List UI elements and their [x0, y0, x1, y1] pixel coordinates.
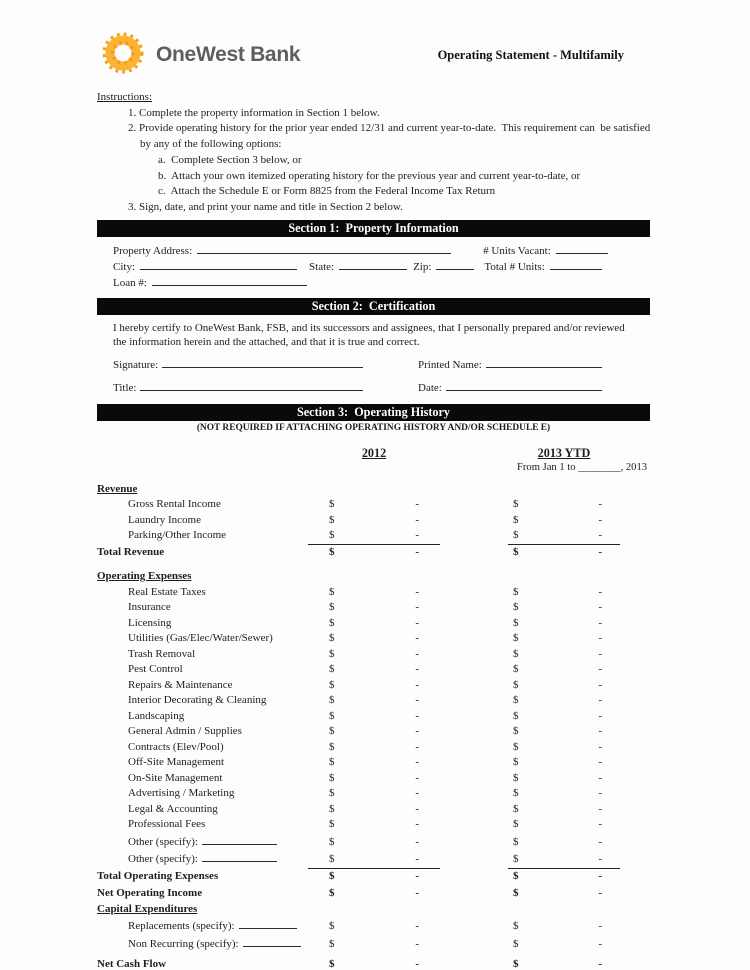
row-label: Total Operating Expenses: [97, 869, 219, 882]
dollar-sign: $: [513, 740, 519, 753]
instruction-item: 3. Sign, date, and print your name and title in Section 2 below.: [128, 200, 403, 213]
amount-value: -: [598, 529, 602, 542]
dollar-sign: $: [513, 725, 519, 738]
amount-value: -: [598, 771, 602, 784]
year-column-headers: [97, 446, 650, 461]
amount-value: -: [415, 853, 419, 866]
amount-value: -: [415, 529, 419, 542]
dollar-sign: $: [329, 616, 335, 629]
instructions-label: Instructions:: [97, 91, 152, 103]
row-label: Gross Rental Income: [128, 498, 221, 511]
column-header-2012: 2012: [361, 445, 387, 460]
amount-cell-2012: [308, 937, 440, 953]
dollar-sign: $: [513, 585, 519, 598]
instruction-item: 1. Complete the property information in Section 1 below.: [128, 106, 380, 119]
loan-number-label: Loan #:: [113, 277, 147, 290]
brand-name: OneWest Bank: [156, 43, 301, 66]
amount-value: -: [415, 869, 419, 882]
table-row: [97, 616, 650, 632]
dollar-sign: $: [329, 787, 335, 800]
table-row: [97, 724, 650, 740]
amount-value: -: [598, 694, 602, 707]
amount-cell-ytd: [508, 724, 620, 740]
amount-value: -: [415, 835, 419, 848]
dollar-sign: $: [329, 663, 335, 676]
amount-cell-ytd: [508, 817, 620, 833]
amount-value: -: [598, 756, 602, 769]
amount-value: -: [415, 740, 419, 753]
amount-value: -: [415, 513, 419, 526]
amount-cell-2012: [308, 802, 440, 818]
dollar-sign: $: [329, 740, 335, 753]
amount-value: -: [598, 869, 602, 882]
amount-value: -: [415, 601, 419, 614]
amount-cell-2012: [308, 835, 440, 851]
group-heading-row: [97, 482, 650, 498]
amount-value: -: [598, 709, 602, 722]
row-label: Landscaping: [128, 709, 185, 722]
state-field[interactable]: [339, 258, 407, 270]
amount-cell-2012: [308, 678, 440, 694]
zip-field[interactable]: [436, 258, 474, 270]
table-row: [97, 869, 650, 885]
dollar-sign: $: [329, 802, 335, 815]
dollar-sign: $: [329, 601, 335, 614]
dollar-sign: $: [513, 616, 519, 629]
signature-label: Signature:: [113, 358, 159, 371]
row-label: Licensing: [128, 616, 172, 629]
onewest-sunburst-logo-icon: [97, 28, 149, 83]
title-date-row: [97, 379, 650, 396]
table-row: [97, 585, 650, 601]
amount-value: -: [598, 887, 602, 900]
row-label: Trash Removal: [128, 647, 196, 660]
table-row: [97, 817, 650, 833]
amount-value: -: [415, 802, 419, 815]
amount-value: -: [415, 818, 419, 831]
amount-value: -: [598, 802, 602, 815]
title-label: Title:: [113, 381, 137, 394]
zip-label: Zip:: [413, 260, 432, 273]
amount-value: -: [415, 632, 419, 645]
units-vacant-field[interactable]: [556, 242, 608, 254]
instructions-block: [97, 90, 650, 216]
city-state-zip-row: [113, 258, 650, 274]
total-units-field[interactable]: [550, 258, 602, 270]
amount-cell-ytd: [508, 631, 620, 647]
row-label: Advertising / Marketing: [128, 787, 235, 800]
table-row: [97, 917, 650, 935]
dollar-sign: $: [329, 647, 335, 660]
amount-value: -: [415, 709, 419, 722]
signature-field[interactable]: [162, 356, 363, 368]
table-row: [97, 497, 650, 513]
row-label: On-Site Management: [128, 771, 223, 784]
dollar-sign: $: [329, 958, 335, 970]
amount-value: -: [415, 920, 419, 933]
instruction-item: b. Attach your own itemized operating history for the previous year and current year-to-date, or: [158, 169, 581, 182]
table-row: [97, 802, 650, 818]
table-row: [97, 850, 650, 869]
amount-cell-2012: [308, 886, 440, 902]
amount-value: -: [598, 958, 602, 970]
amount-cell-2012: [308, 600, 440, 616]
dollar-sign: $: [329, 771, 335, 784]
table-row: [97, 709, 650, 725]
amount-value: -: [598, 740, 602, 753]
dollar-sign: $: [513, 958, 519, 970]
amount-value: -: [598, 835, 602, 848]
row-label: Operating Expenses: [97, 570, 192, 583]
row-label: Other (specify):: [128, 835, 198, 848]
amount-cell-2012: [308, 817, 440, 833]
operating-history-table: [97, 482, 650, 970]
dollar-sign: $: [329, 678, 335, 691]
printed-name-label: Printed Name:: [418, 358, 482, 371]
table-row: [97, 662, 650, 678]
amount-value: -: [415, 647, 419, 660]
dollar-sign: $: [513, 818, 519, 831]
row-label: Real Estate Taxes: [128, 585, 206, 598]
dollar-sign: $: [513, 853, 519, 866]
amount-value: -: [598, 853, 602, 866]
dollar-sign: $: [329, 709, 335, 722]
total-units-label: Total # Units:: [484, 260, 545, 273]
row-label: Off-Site Management: [128, 756, 225, 769]
specify-fill-in-blank[interactable]: [202, 850, 277, 862]
city-field[interactable]: [140, 258, 297, 270]
form-header: [97, 30, 650, 80]
amount-value: -: [415, 887, 419, 900]
amount-cell-ytd: [508, 709, 620, 725]
amount-cell-ytd: [508, 528, 620, 545]
property-address-field[interactable]: [197, 242, 451, 254]
dollar-sign: $: [329, 869, 335, 882]
dollar-sign: $: [513, 632, 519, 645]
row-label: Revenue: [97, 482, 138, 495]
document-title: Operating Statement - Multifamily: [437, 47, 624, 62]
table-row: [97, 755, 650, 771]
instruction-item: 2. Provide operating history for the prior year ended 12/31 and current year-to-date. This requirement can be satisfied: [128, 122, 651, 135]
dollar-sign: $: [513, 771, 519, 784]
amount-cell-2012: [308, 497, 440, 513]
dollar-sign: $: [329, 756, 335, 769]
dollar-sign: $: [513, 937, 519, 950]
instruction-item: c. Attach the Schedule E or Form 8825 from the Federal Income Tax Return: [158, 185, 496, 198]
signature-row: [97, 356, 650, 373]
specify-fill-in-blank[interactable]: [243, 935, 301, 947]
instruction-item: by any of the following options:: [140, 138, 282, 151]
table-row: [97, 647, 650, 663]
loan-number-field[interactable]: [152, 274, 307, 286]
amount-cell-ytd: [508, 835, 620, 851]
amount-value: -: [598, 818, 602, 831]
dollar-sign: $: [513, 920, 519, 933]
table-row: [97, 631, 650, 647]
amount-value: -: [415, 498, 419, 511]
table-row: [97, 786, 650, 802]
instruction-item: a. Complete Section 3 below, or: [158, 153, 302, 166]
amount-value: -: [415, 694, 419, 707]
amount-value: -: [415, 616, 419, 629]
dollar-sign: $: [329, 545, 335, 558]
dollar-sign: $: [513, 529, 519, 542]
row-label: Contracts (Elev/Pool): [128, 740, 224, 753]
amount-value: -: [415, 663, 419, 676]
printed-name-field[interactable]: [486, 356, 602, 368]
group-heading-row: [97, 569, 650, 585]
date-field[interactable]: [446, 379, 602, 391]
amount-value: -: [598, 498, 602, 511]
section1-fields: [97, 237, 650, 294]
section1-header-bar: Section 1: Property Information: [97, 220, 650, 237]
dollar-sign: $: [513, 498, 519, 511]
units-vacant-label: # Units Vacant:: [483, 244, 551, 257]
amount-cell-2012: [308, 585, 440, 601]
table-row: [97, 600, 650, 616]
amount-cell-2012: [308, 869, 440, 885]
amount-cell-ytd: [508, 497, 620, 513]
table-row: [97, 513, 650, 529]
ytd-date-range-note: From Jan 1 to ________, 2013: [517, 461, 648, 473]
row-label: Insurance: [128, 601, 171, 614]
row-label: Legal & Accounting: [128, 802, 218, 815]
row-label: Laundry Income: [128, 513, 201, 526]
amount-cell-ytd: [508, 693, 620, 709]
amount-cell-2012: [308, 786, 440, 802]
dollar-sign: $: [329, 937, 335, 950]
row-label: Total Revenue: [97, 545, 165, 558]
amount-cell-2012: [308, 631, 440, 647]
amount-cell-ytd: [508, 919, 620, 935]
row-label: Replacements (specify):: [128, 920, 235, 933]
dollar-sign: $: [329, 853, 335, 866]
amount-value: -: [415, 585, 419, 598]
row-label: Net Operating Income: [97, 887, 203, 900]
group-heading-row: [97, 902, 650, 918]
dollar-sign: $: [513, 756, 519, 769]
amount-cell-ytd: [508, 755, 620, 771]
amount-cell-2012: [308, 740, 440, 756]
amount-value: -: [598, 920, 602, 933]
table-row: [97, 678, 650, 694]
amount-cell-ytd: [508, 886, 620, 902]
amount-cell-ytd: [508, 957, 620, 970]
amount-cell-ytd: [508, 786, 620, 802]
amount-value: -: [598, 937, 602, 950]
dollar-sign: $: [329, 818, 335, 831]
dollar-sign: $: [513, 678, 519, 691]
amount-cell-2012: [308, 709, 440, 725]
state-label: State:: [309, 260, 335, 273]
amount-cell-ytd: [508, 937, 620, 953]
amount-cell-ytd: [508, 585, 620, 601]
row-label: Capital Expenditures: [97, 902, 198, 915]
amount-cell-ytd: [508, 600, 620, 616]
amount-cell-ytd: [508, 545, 620, 561]
dollar-sign: $: [329, 694, 335, 707]
amount-value: -: [415, 787, 419, 800]
amount-cell-2012: [308, 545, 440, 561]
amount-cell-ytd: [508, 771, 620, 787]
certification-text: I hereby certify to OneWest Bank, FSB, and its successors and assignees, that I personally prepared and/or reviewed the information herein and the attached, and that it is true and correct.: [113, 321, 625, 349]
dollar-sign: $: [329, 498, 335, 511]
dollar-sign: $: [513, 694, 519, 707]
table-row: [97, 693, 650, 709]
amount-cell-ytd: [508, 740, 620, 756]
table-row: [97, 740, 650, 756]
amount-cell-2012: [308, 852, 440, 869]
amount-value: -: [415, 678, 419, 691]
row-label: General Admin / Supplies: [128, 725, 242, 738]
amount-cell-2012: [308, 528, 440, 545]
section3-header-bar: Section 3: Operating History: [97, 404, 650, 421]
row-label: Pest Control: [128, 663, 183, 676]
amount-cell-ytd: [508, 869, 620, 885]
dollar-sign: $: [513, 513, 519, 526]
amount-value: -: [415, 725, 419, 738]
amount-cell-2012: [308, 771, 440, 787]
dollar-sign: $: [513, 787, 519, 800]
amount-cell-ytd: [508, 678, 620, 694]
amount-cell-2012: [308, 919, 440, 935]
table-row: [97, 935, 650, 953]
amount-value: -: [598, 616, 602, 629]
row-label: Non Recurring (specify):: [128, 937, 239, 950]
amount-value: -: [598, 787, 602, 800]
brand: [97, 28, 300, 83]
table-row: [97, 545, 650, 561]
dollar-sign: $: [513, 709, 519, 722]
section2-header-bar: Section 2: Certification: [97, 298, 650, 315]
amount-cell-ytd: [508, 647, 620, 663]
city-label: City:: [113, 260, 136, 273]
date-label: Date:: [418, 381, 442, 394]
amount-cell-2012: [308, 647, 440, 663]
column-header-2013-ytd: 2013 YTD: [537, 445, 591, 460]
dollar-sign: $: [513, 869, 519, 882]
amount-value: -: [598, 678, 602, 691]
amount-cell-2012: [308, 662, 440, 678]
dollar-sign: $: [513, 835, 519, 848]
row-label: Net Cash Flow: [97, 958, 167, 970]
amount-value: -: [415, 756, 419, 769]
property-address-label: Property Address:: [113, 244, 193, 257]
amount-value: -: [598, 545, 602, 558]
amount-value: -: [598, 585, 602, 598]
dollar-sign: $: [329, 529, 335, 542]
amount-cell-ytd: [508, 513, 620, 529]
amount-cell-ytd: [508, 662, 620, 678]
amount-value: -: [598, 725, 602, 738]
amount-cell-ytd: [508, 616, 620, 632]
dollar-sign: $: [329, 835, 335, 848]
amount-cell-2012: [308, 957, 440, 970]
dollar-sign: $: [513, 545, 519, 558]
amount-value: -: [415, 937, 419, 950]
amount-cell-ytd: [508, 802, 620, 818]
amount-value: -: [415, 958, 419, 970]
row-label: Repairs & Maintenance: [128, 678, 233, 691]
row-label: Interior Decorating & Cleaning: [128, 694, 267, 707]
amount-value: -: [598, 601, 602, 614]
amount-value: -: [598, 663, 602, 676]
amount-value: -: [598, 632, 602, 645]
dollar-sign: $: [329, 887, 335, 900]
loan-number-row: [113, 274, 650, 290]
amount-cell-2012: [308, 724, 440, 740]
dollar-sign: $: [329, 513, 335, 526]
row-label: Parking/Other Income: [128, 529, 227, 542]
dollar-sign: $: [329, 632, 335, 645]
amount-value: -: [598, 513, 602, 526]
amount-value: -: [415, 545, 419, 558]
row-label: Other (specify):: [128, 853, 198, 866]
row-label: Professional Fees: [128, 818, 206, 831]
section3-subtitle: (NOT REQUIRED IF ATTACHING OPERATING HISTORY AND/OR SCHEDULE E): [196, 422, 551, 433]
property-address-row: [113, 242, 650, 258]
dollar-sign: $: [513, 802, 519, 815]
dollar-sign: $: [329, 585, 335, 598]
table-row: [97, 886, 650, 902]
amount-cell-2012: [308, 513, 440, 529]
dollar-sign: $: [329, 725, 335, 738]
dollar-sign: $: [329, 920, 335, 933]
table-row: [97, 771, 650, 787]
row-label: Utilities (Gas/Elec/Water/Sewer): [128, 632, 273, 645]
dollar-sign: $: [513, 663, 519, 676]
amount-cell-2012: [308, 693, 440, 709]
amount-value: -: [415, 771, 419, 784]
table-row: [97, 528, 650, 545]
specify-fill-in-blank[interactable]: [239, 917, 297, 929]
dollar-sign: $: [513, 887, 519, 900]
dollar-sign: $: [513, 647, 519, 660]
amount-value: -: [598, 647, 602, 660]
table-row: [97, 833, 650, 851]
title-field[interactable]: [140, 379, 363, 391]
dollar-sign: $: [513, 601, 519, 614]
table-row: [97, 957, 650, 970]
specify-fill-in-blank[interactable]: [202, 833, 277, 845]
amount-cell-2012: [308, 755, 440, 771]
amount-cell-ytd: [508, 852, 620, 869]
amount-cell-2012: [308, 616, 440, 632]
